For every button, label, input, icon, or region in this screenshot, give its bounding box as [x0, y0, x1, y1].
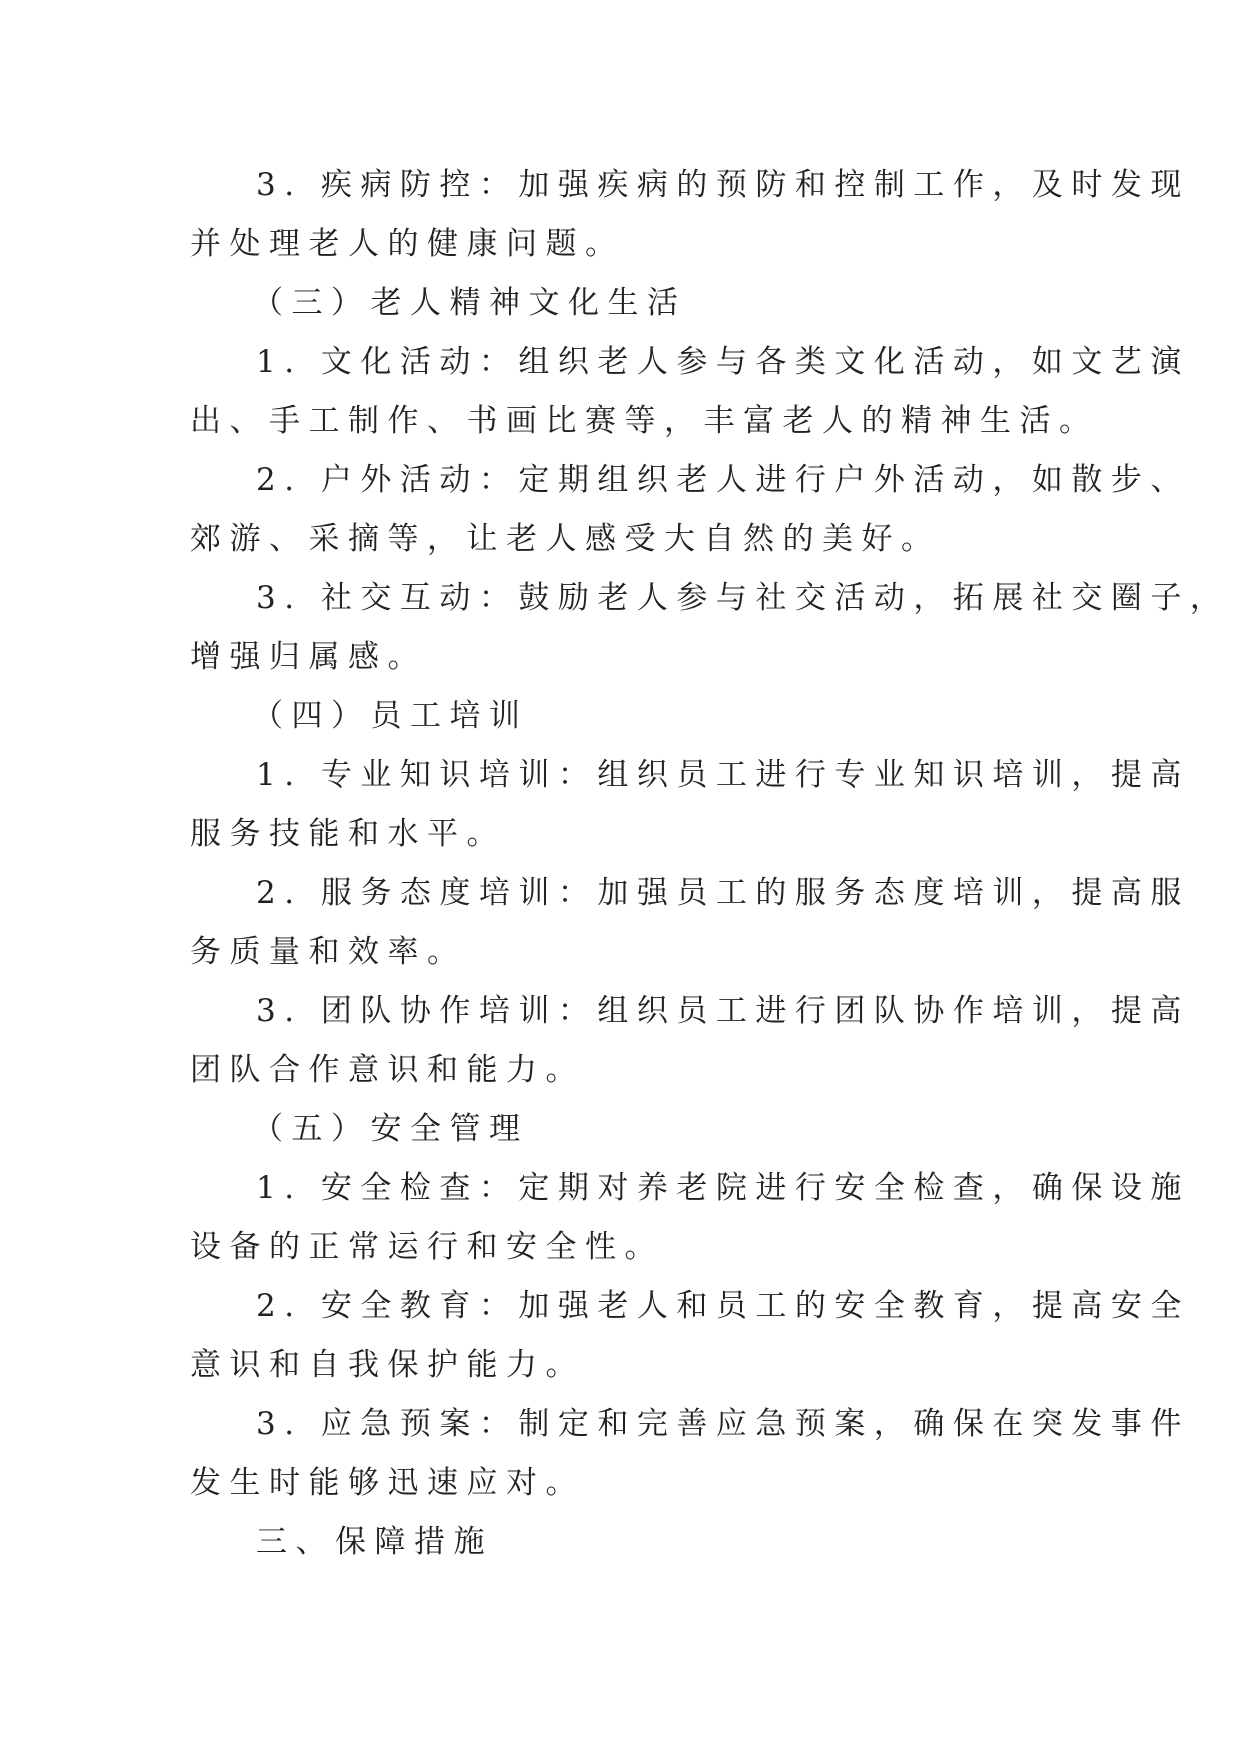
section-heading-safety-management: （五）安全管理 — [252, 1111, 529, 1147]
item-safety-inspection-line-2: 设备的正常运行和安全性。 — [190, 1229, 664, 1265]
item-professional-training-line-2: 服务技能和水平。 — [190, 816, 506, 852]
item-safety-education-line-1: 2. 安全教育：加强老人和员工的安全教育，提高安全 — [256, 1288, 1190, 1324]
item-teamwork-training-line-1: 3. 团队协作培训：组织员工进行团队协作培训，提高 — [256, 993, 1190, 1029]
item-teamwork-training-line-2: 团队合作意识和能力。 — [190, 1052, 585, 1088]
section-heading-staff-training: （四）员工培训 — [252, 698, 529, 734]
item-safety-education-line-2: 意识和自我保护能力。 — [190, 1347, 585, 1383]
item-outdoor-activities-line-2: 郊游、采摘等，让老人感受大自然的美好。 — [190, 521, 941, 557]
item-cultural-activities-line-2: 出、手工制作、书画比赛等，丰富老人的精神生活。 — [190, 403, 1099, 439]
item-social-interaction-line-1: 3. 社交互动：鼓励老人参与社交活动，拓展社交圈子， — [256, 580, 1230, 616]
item-service-attitude-training-line-1: 2. 服务态度培训：加强员工的服务态度培训，提高服 — [256, 875, 1190, 911]
item-emergency-plan-line-2: 发生时能够迅速应对。 — [190, 1465, 585, 1501]
section-heading-safeguard-measures: 三、保障措施 — [256, 1524, 493, 1560]
item-cultural-activities-line-1: 1. 文化活动：组织老人参与各类文化活动，如文艺演 — [256, 344, 1190, 380]
item-disease-control-line-1: 3. 疾病防控：加强疾病的预防和控制工作，及时发现 — [256, 167, 1190, 203]
item-professional-training-line-1: 1. 专业知识培训：组织员工进行专业知识培训，提高 — [256, 757, 1190, 793]
section-heading-spiritual-life: （三）老人精神文化生活 — [252, 285, 687, 321]
item-outdoor-activities-line-1: 2. 户外活动：定期组织老人进行户外活动，如散步、 — [256, 462, 1190, 498]
item-service-attitude-training-line-2: 务质量和效率。 — [190, 934, 467, 970]
item-emergency-plan-line-1: 3. 应急预案：制定和完善应急预案，确保在突发事件 — [256, 1406, 1190, 1442]
item-social-interaction-line-2: 增强归属感。 — [190, 639, 427, 675]
item-disease-control-line-2: 并处理老人的健康问题。 — [190, 226, 625, 262]
item-safety-inspection-line-1: 1. 安全检查：定期对养老院进行安全检查，确保设施 — [256, 1170, 1190, 1206]
